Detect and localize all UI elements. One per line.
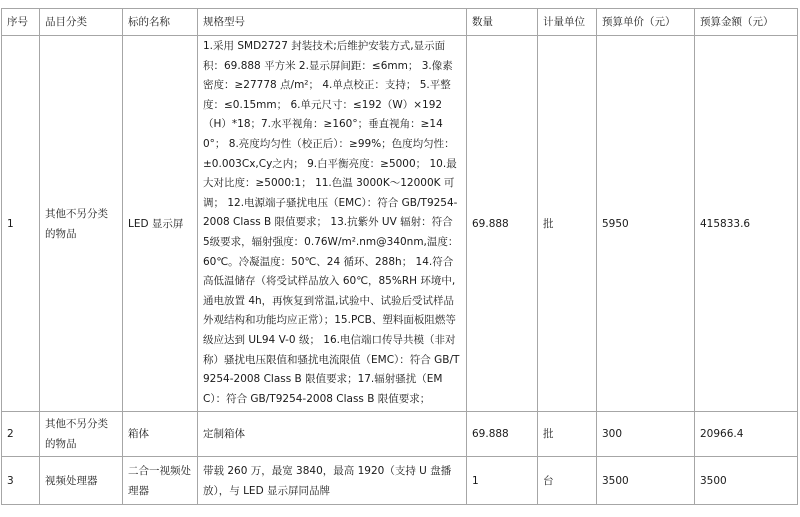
cell-spec: 带载 260 万，最宽 3840，最高 1920（支持 U 盘播放），与 LED 显示屏同品牌 [198,457,467,505]
cell-name: 二合一视频处理器 [123,457,198,505]
cell-unit: 批 [538,412,597,457]
header-index: 序号 [2,9,40,36]
table-header-row [2,9,798,36]
header-name: 标的名称 [123,9,198,36]
cell-category: 视频处理器 [40,457,123,505]
cell-category: 其他不另分类的物品 [40,36,123,412]
table-row [2,36,798,412]
cell-total: 3500 [695,457,798,505]
cell-unit: 台 [538,457,597,505]
header-quantity: 数量 [467,9,538,36]
cell-category: 其他不另分类的物品 [40,412,123,457]
cell-total: 415833.6 [695,36,798,412]
cell-quantity: 1 [467,457,538,505]
header-unit-price: 预算单价（元） [597,9,695,36]
header-total: 预算金额（元） [695,9,798,36]
cell-unit-price: 300 [597,412,695,457]
cell-name: 箱体 [123,412,198,457]
cell-quantity: 69.888 [467,412,538,457]
cell-index: 3 [2,457,40,505]
cell-spec: 定制箱体 [198,412,467,457]
cell-name: LED 显示屏 [123,36,198,412]
header-spec: 规格型号 [198,9,467,36]
table-row [2,457,798,505]
cell-index: 2 [2,412,40,457]
budget-table [1,8,798,505]
table-row [2,412,798,457]
header-unit: 计量单位 [538,9,597,36]
cell-unit-price: 3500 [597,457,695,505]
cell-unit: 批 [538,36,597,412]
cell-index: 1 [2,36,40,412]
cell-unit-price: 5950 [597,36,695,412]
cell-total: 20966.4 [695,412,798,457]
cell-quantity: 69.888 [467,36,538,412]
header-category: 品目分类 [40,9,123,36]
cell-spec: 1.采用 SMD2727 封装技术;后维护安装方式,显示面积：69.888 平方米 2.显示屏间距：≤6mm； 3.像素密度：≥27778 点/m²； 4.单点校正：支持； 5.平整度：≤0.15mm； 6.单元尺寸：≤192（W）×192（H）*18；7.水平视角：≥160°；垂直视角：≥140°； 8.亮度均匀性（校正后）：≥99%；色度均匀性：±0.003Cx,Cy之内； 9.白平衡亮度：≥5000； 10.最大对比度：≥5000:1； 11.色温 3000K～12000K 可调； 12.电源端子骚扰电压（EMC）：符合 GB/T9254-2008 Class B 限值要求； 13.抗紫外 UV 辐射：符合 5级要求，辐射强度：0.76W/m².nm@340nm,温度：60℃。冷凝温度：50℃、24 循环、288h； 14.符合高低温储存（将受试样品放入 60℃，85%RH 环境中,通电放置 4h，再恢复到常温,试验中、试验后受试样品外观结构和功能均应正常）；15.PCB、塑料面板阻燃等级应达到 UL94 V-0 级； 16.电信端口传导共模（非对称）骚扰电压限值和骚扰电流限值（EMC）：符合 GB/T9254-2008 Class B 限值要求；17.辐射骚扰（EMC）：符合 GB/T9254-2008 Class B 限值要求； [198,36,467,412]
